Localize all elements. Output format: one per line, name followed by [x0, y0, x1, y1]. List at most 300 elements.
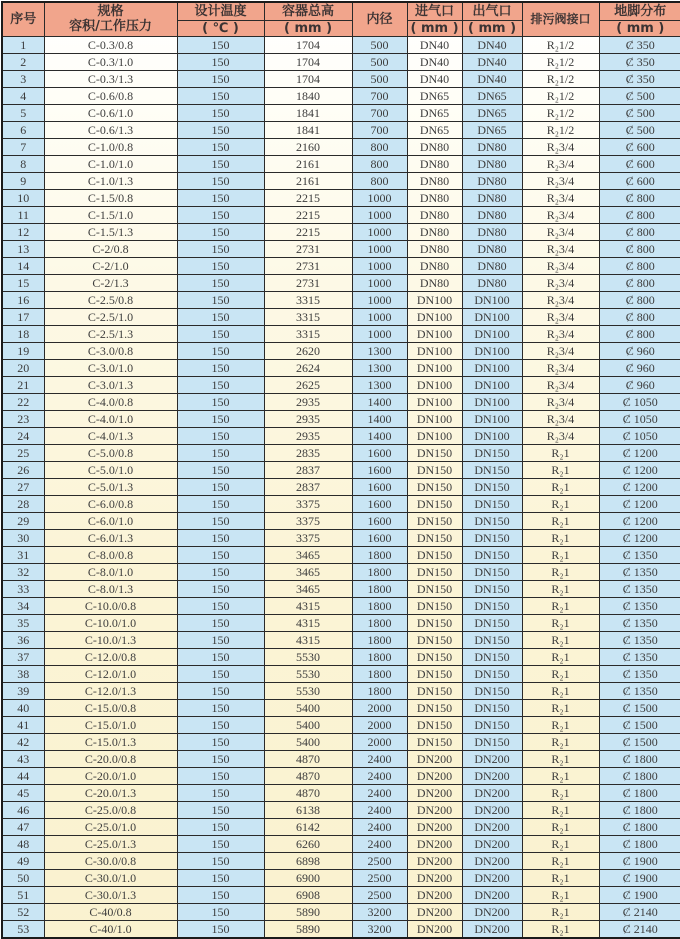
cell-inner-dia: 2400: [352, 818, 407, 835]
cell-inner-dia: 1600: [352, 478, 407, 495]
cell-design-temp: 150: [177, 682, 264, 699]
cell-outlet-port: DN150: [462, 682, 522, 699]
cell-anchor-circle: Ȼ 800: [599, 189, 680, 206]
cell-inner-dia: 1800: [352, 580, 407, 597]
table-row: [2, 36, 680, 53]
cell-total-height: 1841: [264, 121, 352, 138]
cell-spec: C-0.3/0.8: [44, 36, 177, 53]
cell-inner-dia: 3200: [352, 920, 407, 938]
cell-drain-valve-port: R₂1: [522, 529, 599, 546]
cell-spec: C-2.5/1.0: [44, 308, 177, 325]
cell-drain-valve-port: R₂1: [522, 546, 599, 563]
header-anchor-unit: ( mm ): [599, 20, 680, 36]
cell-index: 52: [2, 903, 44, 920]
cell-inlet-port: DN150: [407, 512, 462, 529]
cell-design-temp: 150: [177, 886, 264, 903]
cell-drain-valve-port: R₂1: [522, 444, 599, 461]
cell-total-height: 3315: [264, 308, 352, 325]
cell-inner-dia: 2400: [352, 767, 407, 784]
table-row: [2, 461, 680, 478]
cell-inlet-port: DN150: [407, 529, 462, 546]
cell-anchor-circle: Ȼ 800: [599, 206, 680, 223]
cell-drain-valve-port: R₂3/4: [522, 189, 599, 206]
cell-outlet-port: DN200: [462, 767, 522, 784]
cell-anchor-circle: Ȼ 1200: [599, 512, 680, 529]
cell-design-temp: 150: [177, 784, 264, 801]
cell-spec: C-10.0/0.8: [44, 597, 177, 614]
cell-drain-valve-port: R₂3/4: [522, 206, 599, 223]
cell-inlet-port: DN80: [407, 274, 462, 291]
cell-index: 50: [2, 869, 44, 886]
cell-inlet-port: DN40: [407, 36, 462, 53]
table-row: [2, 665, 680, 682]
cell-drain-valve-port: R₂3/4: [522, 138, 599, 155]
cell-inner-dia: 1800: [352, 563, 407, 580]
cell-anchor-circle: Ȼ 2140: [599, 903, 680, 920]
cell-anchor-circle: Ȼ 1900: [599, 852, 680, 869]
cell-anchor-circle: Ȼ 800: [599, 291, 680, 308]
cell-spec: C-4.0/1.3: [44, 427, 177, 444]
cell-inlet-port: DN150: [407, 665, 462, 682]
cell-index: 46: [2, 801, 44, 818]
table-row: [2, 767, 680, 784]
cell-drain-valve-port: R₂1: [522, 852, 599, 869]
cell-spec: C-25.0/0.8: [44, 801, 177, 818]
cell-total-height: 3315: [264, 325, 352, 342]
cell-total-height: 1704: [264, 53, 352, 70]
cell-total-height: 6260: [264, 835, 352, 852]
cell-design-temp: 150: [177, 580, 264, 597]
table-row: [2, 223, 680, 240]
cell-outlet-port: DN150: [462, 461, 522, 478]
cell-index: 35: [2, 614, 44, 631]
cell-index: 48: [2, 835, 44, 852]
cell-inlet-port: DN150: [407, 682, 462, 699]
cell-inlet-port: DN80: [407, 223, 462, 240]
cell-total-height: 3375: [264, 529, 352, 546]
cell-anchor-circle: Ȼ 960: [599, 359, 680, 376]
cell-drain-valve-port: R₂1/2: [522, 104, 599, 121]
cell-anchor-circle: Ȼ 800: [599, 274, 680, 291]
cell-inner-dia: 1800: [352, 682, 407, 699]
cell-design-temp: 150: [177, 342, 264, 359]
cell-inlet-port: DN150: [407, 631, 462, 648]
cell-spec: C-2.5/0.8: [44, 291, 177, 308]
cell-index: 33: [2, 580, 44, 597]
cell-total-height: 2731: [264, 257, 352, 274]
cell-inlet-port: DN100: [407, 393, 462, 410]
cell-total-height: 2160: [264, 138, 352, 155]
cell-spec: C-30.0/1.0: [44, 869, 177, 886]
table-row: [2, 563, 680, 580]
cell-index: 36: [2, 631, 44, 648]
cell-spec: C-0.6/0.8: [44, 87, 177, 104]
cell-inner-dia: 1300: [352, 376, 407, 393]
cell-anchor-circle: Ȼ 1800: [599, 767, 680, 784]
cell-drain-valve-port: R₂1: [522, 750, 599, 767]
header-spec-line1: 规格: [97, 4, 124, 20]
cell-drain-valve-port: R₂3/4: [522, 325, 599, 342]
cell-index: 24: [2, 427, 44, 444]
cell-spec: C-15.0/1.3: [44, 733, 177, 750]
cell-design-temp: 150: [177, 903, 264, 920]
cell-outlet-port: DN100: [462, 393, 522, 410]
cell-index: 25: [2, 444, 44, 461]
table-row: [2, 597, 680, 614]
cell-index: 8: [2, 155, 44, 172]
cell-design-temp: 150: [177, 869, 264, 886]
cell-drain-valve-port: R₂1: [522, 648, 599, 665]
cell-drain-valve-port: R₂3/4: [522, 308, 599, 325]
table-row: [2, 750, 680, 767]
cell-index: 26: [2, 461, 44, 478]
cell-design-temp: 150: [177, 631, 264, 648]
cell-index: 3: [2, 70, 44, 87]
cell-index: 1: [2, 36, 44, 53]
cell-outlet-port: DN40: [462, 70, 522, 87]
cell-anchor-circle: Ȼ 1350: [599, 614, 680, 631]
table-row: [2, 716, 680, 733]
cell-design-temp: 150: [177, 614, 264, 631]
table-row: [2, 580, 680, 597]
cell-spec: C-40/1.0: [44, 920, 177, 938]
cell-outlet-port: DN100: [462, 376, 522, 393]
cell-spec: C-1.5/1.0: [44, 206, 177, 223]
cell-total-height: 2935: [264, 393, 352, 410]
header-row-names: [2, 2, 680, 20]
cell-inner-dia: 1600: [352, 512, 407, 529]
cell-inlet-port: DN150: [407, 563, 462, 580]
cell-outlet-port: DN100: [462, 325, 522, 342]
cell-total-height: 5400: [264, 716, 352, 733]
cell-inner-dia: 1000: [352, 274, 407, 291]
cell-spec: C-6.0/1.3: [44, 529, 177, 546]
cell-anchor-circle: Ȼ 2140: [599, 920, 680, 938]
cell-anchor-circle: Ȼ 1500: [599, 699, 680, 716]
cell-outlet-port: DN150: [462, 699, 522, 716]
cell-inner-dia: 2400: [352, 750, 407, 767]
cell-anchor-circle: Ȼ 1350: [599, 682, 680, 699]
cell-total-height: 1840: [264, 87, 352, 104]
cell-inlet-port: DN65: [407, 104, 462, 121]
cell-design-temp: 150: [177, 155, 264, 172]
table-row: [2, 682, 680, 699]
cell-design-temp: 150: [177, 206, 264, 223]
cell-inner-dia: 500: [352, 36, 407, 53]
cell-inlet-port: DN200: [407, 869, 462, 886]
cell-inner-dia: 1300: [352, 342, 407, 359]
cell-spec: C-1.0/1.0: [44, 155, 177, 172]
cell-design-temp: 150: [177, 410, 264, 427]
cell-total-height: 6898: [264, 852, 352, 869]
cell-design-temp: 150: [177, 223, 264, 240]
cell-total-height: 4315: [264, 597, 352, 614]
cell-inner-dia: 1000: [352, 223, 407, 240]
cell-design-temp: 150: [177, 393, 264, 410]
header-design-temp-unit: ( ℃ ): [177, 20, 264, 36]
cell-spec: C-20.0/1.3: [44, 784, 177, 801]
cell-spec: C-2/0.8: [44, 240, 177, 257]
cell-anchor-circle: Ȼ 1800: [599, 750, 680, 767]
cell-inlet-port: DN100: [407, 410, 462, 427]
cell-spec: C-0.6/1.3: [44, 121, 177, 138]
cell-inlet-port: DN65: [407, 121, 462, 138]
cell-total-height: 3465: [264, 580, 352, 597]
cell-design-temp: 150: [177, 512, 264, 529]
cell-index: 6: [2, 121, 44, 138]
cell-anchor-circle: Ȼ 800: [599, 223, 680, 240]
cell-index: 17: [2, 308, 44, 325]
cell-anchor-circle: Ȼ 1350: [599, 665, 680, 682]
cell-outlet-port: DN150: [462, 614, 522, 631]
cell-index: 22: [2, 393, 44, 410]
cell-design-temp: 150: [177, 308, 264, 325]
header-anchor-circle: 地脚分布: [599, 2, 680, 20]
cell-inlet-port: DN200: [407, 801, 462, 818]
cell-anchor-circle: Ȼ 1800: [599, 835, 680, 852]
cell-anchor-circle: Ȼ 350: [599, 70, 680, 87]
cell-anchor-circle: Ȼ 1350: [599, 580, 680, 597]
table-row: [2, 529, 680, 546]
cell-inlet-port: DN100: [407, 308, 462, 325]
cell-design-temp: 150: [177, 665, 264, 682]
cell-drain-valve-port: R₂1: [522, 682, 599, 699]
cell-anchor-circle: Ȼ 1350: [599, 648, 680, 665]
cell-spec: C-1.5/0.8: [44, 189, 177, 206]
cell-drain-valve-port: R₂1: [522, 818, 599, 835]
cell-total-height: 1704: [264, 70, 352, 87]
cell-drain-valve-port: R₂3/4: [522, 240, 599, 257]
cell-spec: C-40/0.8: [44, 903, 177, 920]
cell-drain-valve-port: R₂1: [522, 869, 599, 886]
cell-total-height: 5400: [264, 733, 352, 750]
cell-spec: C-30.0/1.3: [44, 886, 177, 903]
cell-index: 37: [2, 648, 44, 665]
cell-drain-valve-port: R₂1: [522, 597, 599, 614]
cell-drain-valve-port: R₂1: [522, 631, 599, 648]
cell-total-height: 4315: [264, 631, 352, 648]
cell-spec: C-15.0/0.8: [44, 699, 177, 716]
cell-inlet-port: DN200: [407, 835, 462, 852]
cell-design-temp: 150: [177, 801, 264, 818]
cell-design-temp: 150: [177, 716, 264, 733]
cell-spec: C-12.0/1.3: [44, 682, 177, 699]
cell-total-height: 5400: [264, 699, 352, 716]
cell-outlet-port: DN80: [462, 189, 522, 206]
cell-spec: C-8.0/1.3: [44, 580, 177, 597]
cell-outlet-port: DN150: [462, 597, 522, 614]
cell-design-temp: 150: [177, 172, 264, 189]
cell-inner-dia: 2400: [352, 801, 407, 818]
cell-outlet-port: DN80: [462, 138, 522, 155]
cell-design-temp: 150: [177, 733, 264, 750]
cell-inner-dia: 500: [352, 53, 407, 70]
header-outlet-port: 出气口: [462, 2, 522, 20]
cell-anchor-circle: Ȼ 1800: [599, 818, 680, 835]
cell-design-temp: 150: [177, 920, 264, 938]
cell-outlet-port: DN200: [462, 801, 522, 818]
cell-spec: C-4.0/1.0: [44, 410, 177, 427]
cell-outlet-port: DN80: [462, 155, 522, 172]
cell-outlet-port: DN150: [462, 444, 522, 461]
cell-design-temp: 150: [177, 36, 264, 53]
cell-design-temp: 150: [177, 835, 264, 852]
cell-spec: C-2/1.0: [44, 257, 177, 274]
cell-drain-valve-port: R₂1: [522, 461, 599, 478]
cell-index: 4: [2, 87, 44, 104]
cell-spec: C-1.0/0.8: [44, 138, 177, 155]
cell-drain-valve-port: R₂1/2: [522, 36, 599, 53]
cell-inner-dia: 1600: [352, 495, 407, 512]
table-row: [2, 359, 680, 376]
cell-spec: C-25.0/1.3: [44, 835, 177, 852]
table-header: [2, 2, 680, 36]
cell-inlet-port: DN100: [407, 427, 462, 444]
cell-index: 13: [2, 240, 44, 257]
table-row: [2, 427, 680, 444]
cell-total-height: 2215: [264, 189, 352, 206]
cell-spec: C-1.5/1.3: [44, 223, 177, 240]
cell-index: 32: [2, 563, 44, 580]
cell-inner-dia: 1400: [352, 427, 407, 444]
cell-anchor-circle: Ȼ 1200: [599, 461, 680, 478]
cell-inlet-port: DN200: [407, 852, 462, 869]
cell-total-height: 2731: [264, 274, 352, 291]
cell-design-temp: 150: [177, 461, 264, 478]
cell-inlet-port: DN150: [407, 648, 462, 665]
cell-inner-dia: 2500: [352, 852, 407, 869]
cell-outlet-port: DN200: [462, 852, 522, 869]
cell-index: 27: [2, 478, 44, 495]
cell-outlet-port: DN150: [462, 478, 522, 495]
cell-inlet-port: DN40: [407, 53, 462, 70]
cell-anchor-circle: Ȼ 1350: [599, 563, 680, 580]
table-row: [2, 546, 680, 563]
cell-index: 29: [2, 512, 44, 529]
cell-outlet-port: DN80: [462, 257, 522, 274]
cell-inlet-port: DN200: [407, 886, 462, 903]
cell-design-temp: 150: [177, 291, 264, 308]
cell-inlet-port: DN80: [407, 172, 462, 189]
cell-total-height: 1704: [264, 36, 352, 53]
cell-index: 45: [2, 784, 44, 801]
cell-design-temp: 150: [177, 648, 264, 665]
cell-inlet-port: DN150: [407, 614, 462, 631]
cell-outlet-port: DN40: [462, 36, 522, 53]
cell-anchor-circle: Ȼ 800: [599, 257, 680, 274]
table-row: [2, 291, 680, 308]
cell-inlet-port: DN150: [407, 699, 462, 716]
cell-outlet-port: DN150: [462, 631, 522, 648]
cell-design-temp: 150: [177, 138, 264, 155]
cell-spec: C-8.0/1.0: [44, 563, 177, 580]
header-inner-dia: 内径: [352, 2, 407, 36]
cell-inlet-port: DN150: [407, 478, 462, 495]
cell-spec: C-0.3/1.3: [44, 70, 177, 87]
table-row: [2, 512, 680, 529]
cell-index: 10: [2, 189, 44, 206]
cell-outlet-port: DN65: [462, 87, 522, 104]
cell-drain-valve-port: R₂3/4: [522, 155, 599, 172]
cell-index: 47: [2, 818, 44, 835]
cell-total-height: 3315: [264, 291, 352, 308]
cell-drain-valve-port: R₂1: [522, 495, 599, 512]
cell-inlet-port: DN80: [407, 155, 462, 172]
cell-outlet-port: DN200: [462, 869, 522, 886]
cell-inner-dia: 1400: [352, 410, 407, 427]
cell-spec: C-5.0/1.3: [44, 478, 177, 495]
cell-inlet-port: DN80: [407, 189, 462, 206]
cell-outlet-port: DN100: [462, 359, 522, 376]
table-row: [2, 274, 680, 291]
cell-spec: C-5.0/1.0: [44, 461, 177, 478]
cell-total-height: 3375: [264, 495, 352, 512]
cell-anchor-circle: Ȼ 800: [599, 325, 680, 342]
cell-spec: C-2.5/1.3: [44, 325, 177, 342]
table-row: [2, 172, 680, 189]
cell-outlet-port: DN100: [462, 291, 522, 308]
cell-design-temp: 150: [177, 546, 264, 563]
cell-index: 53: [2, 920, 44, 938]
cell-inner-dia: 1800: [352, 546, 407, 563]
cell-index: 44: [2, 767, 44, 784]
cell-inlet-port: DN80: [407, 138, 462, 155]
cell-total-height: 6908: [264, 886, 352, 903]
cell-total-height: 5530: [264, 682, 352, 699]
table-row: [2, 206, 680, 223]
cell-outlet-port: DN150: [462, 580, 522, 597]
cell-inner-dia: 2000: [352, 716, 407, 733]
cell-anchor-circle: Ȼ 350: [599, 53, 680, 70]
cell-outlet-port: DN200: [462, 750, 522, 767]
cell-anchor-circle: Ȼ 1350: [599, 597, 680, 614]
cell-inner-dia: 1800: [352, 648, 407, 665]
cell-outlet-port: DN200: [462, 920, 522, 938]
table-row: [2, 784, 680, 801]
cell-index: 38: [2, 665, 44, 682]
cell-anchor-circle: Ȼ 1800: [599, 784, 680, 801]
cell-total-height: 3375: [264, 512, 352, 529]
cell-inner-dia: 1600: [352, 444, 407, 461]
cell-index: 34: [2, 597, 44, 614]
table-row: [2, 818, 680, 835]
cell-outlet-port: DN150: [462, 512, 522, 529]
header-outlet-unit: ( mm ): [462, 20, 522, 36]
cell-total-height: 2215: [264, 223, 352, 240]
cell-inlet-port: DN150: [407, 461, 462, 478]
cell-outlet-port: DN65: [462, 121, 522, 138]
cell-anchor-circle: Ȼ 500: [599, 104, 680, 121]
table-row: [2, 104, 680, 121]
table-body: [2, 36, 680, 938]
cell-outlet-port: DN150: [462, 665, 522, 682]
cell-outlet-port: DN80: [462, 240, 522, 257]
cell-index: 11: [2, 206, 44, 223]
cell-drain-valve-port: R₂1: [522, 784, 599, 801]
cell-total-height: 5530: [264, 648, 352, 665]
table-row: [2, 325, 680, 342]
cell-anchor-circle: Ȼ 1900: [599, 886, 680, 903]
cell-design-temp: 150: [177, 70, 264, 87]
cell-design-temp: 150: [177, 427, 264, 444]
cell-inner-dia: 3200: [352, 903, 407, 920]
cell-anchor-circle: Ȼ 500: [599, 121, 680, 138]
cell-inlet-port: DN200: [407, 903, 462, 920]
cell-total-height: 2215: [264, 206, 352, 223]
cell-inner-dia: 1000: [352, 325, 407, 342]
table-row: [2, 376, 680, 393]
cell-total-height: 2731: [264, 240, 352, 257]
